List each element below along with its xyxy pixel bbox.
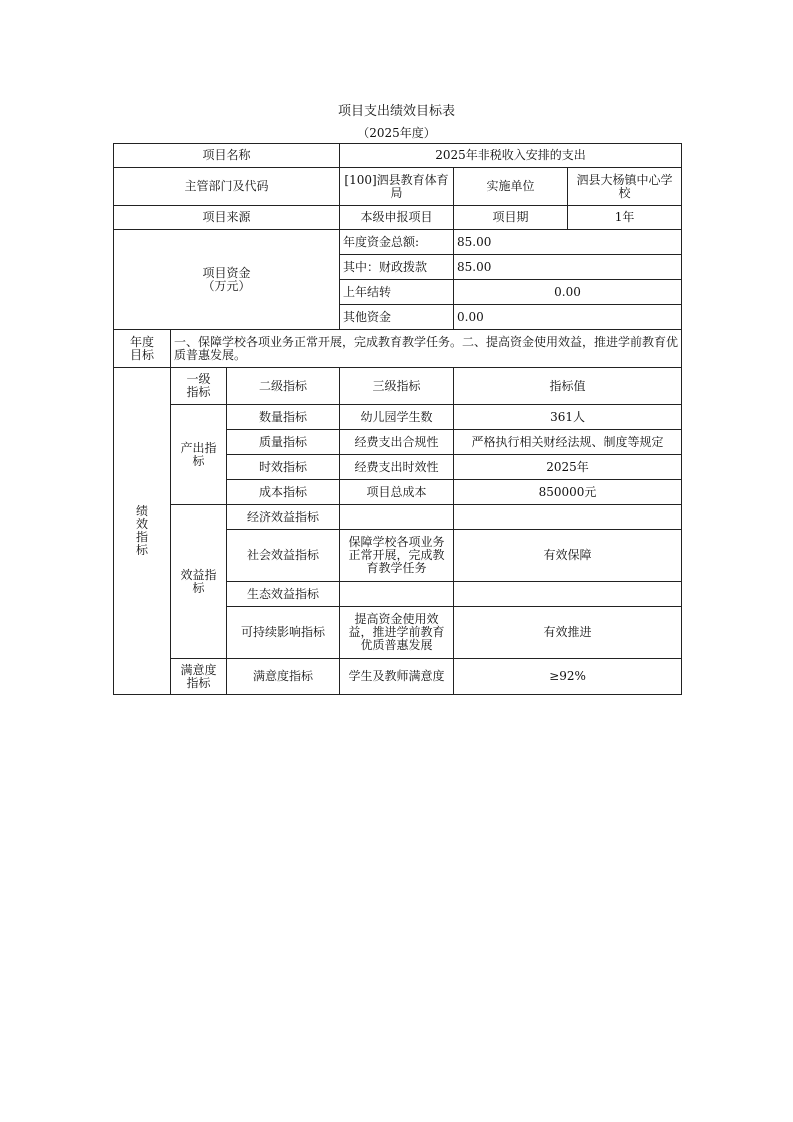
level2-cell: 时效指标: [227, 455, 340, 480]
level3-cell: 保障学校各项业务正常开展，完成教育教学任务: [340, 530, 454, 582]
level3-cell: 幼儿园学生数: [340, 405, 454, 430]
page-title: 项目支出绩效目标表: [337, 104, 455, 119]
indicator-value-cell: 361人: [454, 405, 682, 430]
department-label: 主管部门及代码: [114, 168, 340, 206]
level3-cell: 学生及教师满意度: [340, 659, 454, 695]
level2-header: 二级指标: [227, 368, 340, 405]
department-row: [114, 168, 682, 206]
level3-cell: 提高资金使用效益，推进学前教育优质普惠发展: [340, 607, 454, 659]
annual-goal-text: 一、保障学校各项业务正常开展，完成教育教学任务。二、提高资金使用效益，推进学前教育优质普惠发展。: [171, 330, 682, 368]
annual-goal-label: 年度 目标: [114, 330, 171, 368]
project-source-value: 本级申报项目: [340, 206, 454, 230]
fiscal-allocation-value: 85.00: [454, 255, 682, 280]
level2-cell: 数量指标: [227, 405, 340, 430]
project-name-row: [114, 144, 682, 168]
level2-cell: 成本指标: [227, 480, 340, 505]
page-subtitle: （2025年度）: [357, 126, 436, 140]
level3-cell: [340, 505, 454, 530]
project-period-value: 1年: [568, 206, 682, 230]
department-value: [100]泗县教育体育局: [340, 168, 454, 206]
level2-cell: 社会效益指标: [227, 530, 340, 582]
table-row: [114, 505, 682, 530]
carryover-label: 上年结转: [340, 280, 454, 305]
source-row: [114, 206, 682, 230]
table-row: [114, 659, 682, 695]
other-funds-label: 其他资金: [340, 305, 454, 330]
level1-header: 一级 指标: [171, 368, 227, 405]
project-period-label: 项目期: [454, 206, 568, 230]
performance-indicators-label: 绩 效 指 标: [114, 368, 171, 695]
annual-total-label: 年度资金总额:: [340, 230, 454, 255]
carryover-value: 0.00: [454, 280, 682, 305]
level3-cell: 经费支出时效性: [340, 455, 454, 480]
table-row: [114, 405, 682, 430]
indicator-value-cell: 850000元: [454, 480, 682, 505]
level2-cell: 经济效益指标: [227, 505, 340, 530]
indicator-value-cell: 2025年: [454, 455, 682, 480]
implementing-unit-value: 泗县大杨镇中心学校: [568, 168, 682, 206]
annual-total-value: 85.00: [454, 230, 682, 255]
funds-total-row: [114, 230, 682, 255]
benefit-indicators-label: 效益指 标: [171, 505, 227, 659]
implementing-unit-label: 实施单位: [454, 168, 568, 206]
indicator-value-cell: 严格执行相关财经法规、制度等规定: [454, 430, 682, 455]
level3-cell: 经费支出合规性: [340, 430, 454, 455]
indicator-value-header: 指标值: [454, 368, 682, 405]
level3-header: 三级指标: [340, 368, 454, 405]
level2-cell: 满意度指标: [227, 659, 340, 695]
indicator-value-cell: [454, 505, 682, 530]
level2-cell: 生态效益指标: [227, 582, 340, 607]
performance-table: [113, 143, 682, 695]
output-indicators-label: 产出指 标: [171, 405, 227, 505]
indicator-value-cell: 有效推进: [454, 607, 682, 659]
project-source-label: 项目来源: [114, 206, 340, 230]
satisfaction-indicators-label: 满意度 指标: [171, 659, 227, 695]
fiscal-allocation-label: 其中：财政拨款: [340, 255, 454, 280]
other-funds-value: 0.00: [454, 305, 682, 330]
level2-cell: 可持续影响指标: [227, 607, 340, 659]
level2-cell: 质量指标: [227, 430, 340, 455]
indicator-value-cell: ≥92%: [454, 659, 682, 695]
indicator-header-row: [114, 368, 682, 405]
level3-cell: 项目总成本: [340, 480, 454, 505]
indicator-value-cell: [454, 582, 682, 607]
indicator-value-cell: 有效保障: [454, 530, 682, 582]
project-funds-label: 项目资金 （万元）: [114, 230, 340, 330]
annual-goal-row: [114, 330, 682, 368]
level3-cell: [340, 582, 454, 607]
project-name-value: 2025年非税收入安排的支出: [340, 144, 682, 168]
project-name-label: 项目名称: [114, 144, 340, 168]
